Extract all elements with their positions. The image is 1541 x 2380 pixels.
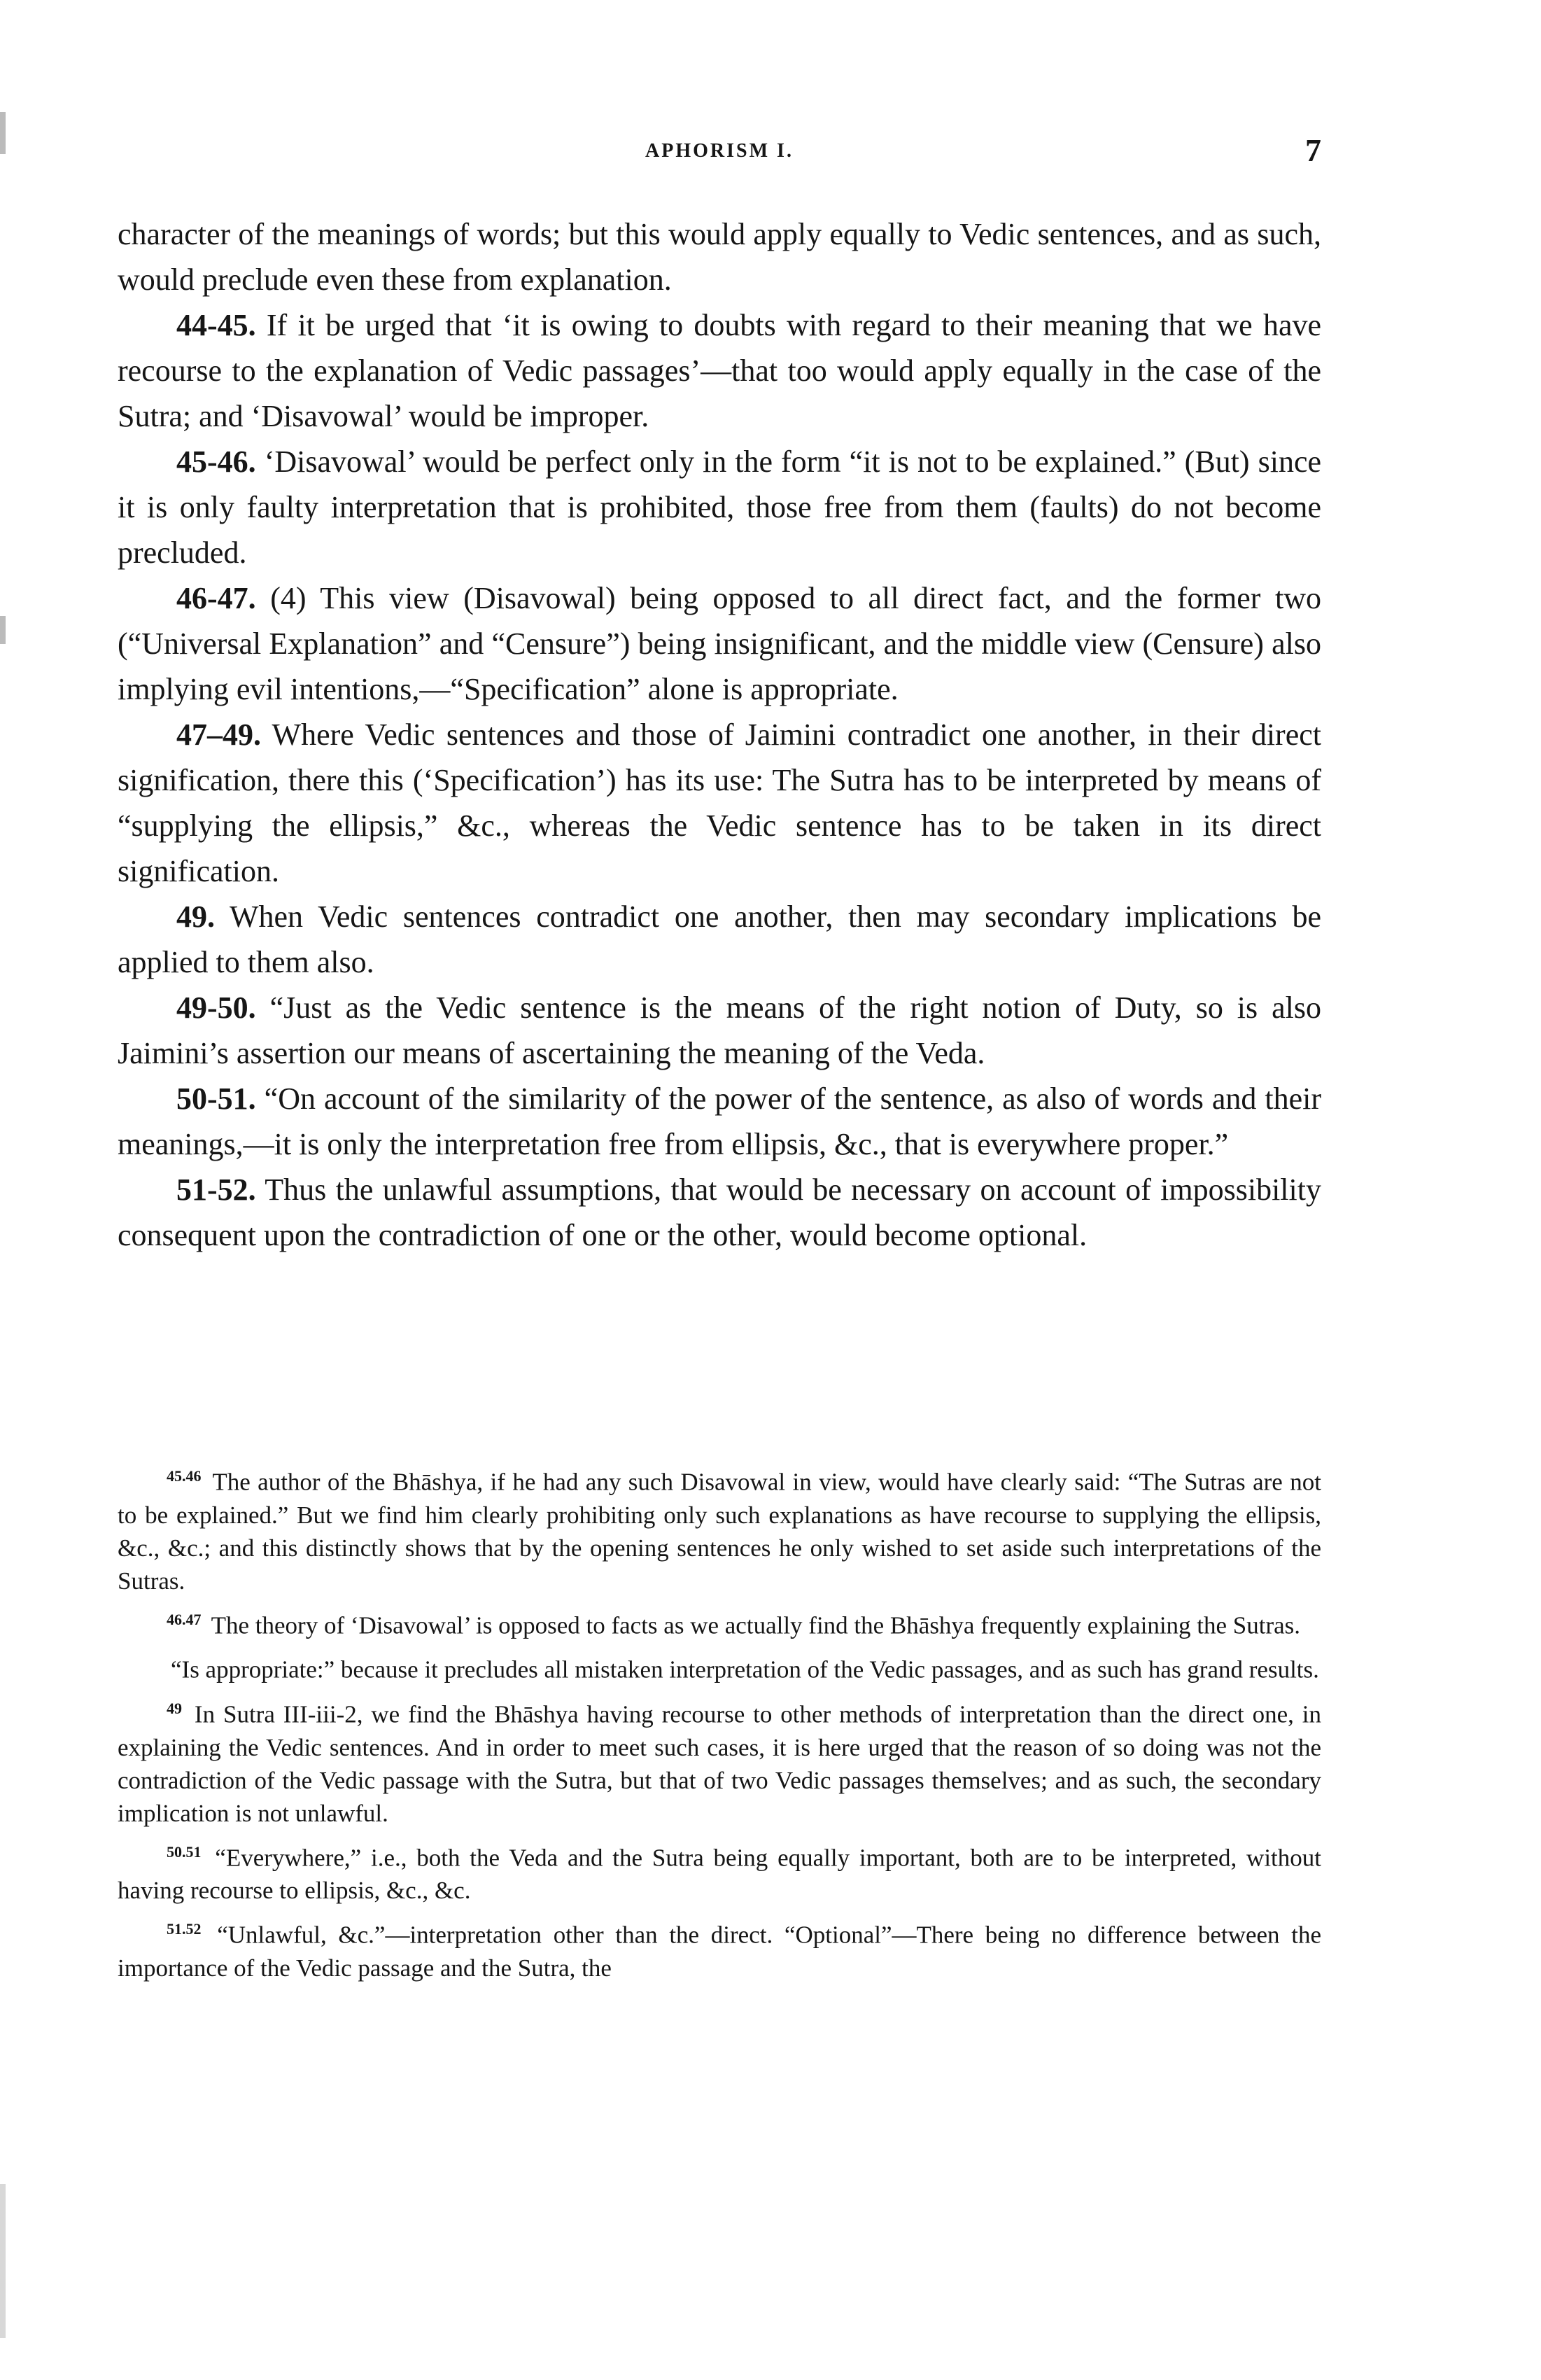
main-text <box>118 211 1321 1258</box>
running-head: APHORISM I. <box>645 140 794 162</box>
paragraph-text: character of the meanings of words; but this would apply equally to Vedic sentences, and as such, would preclude even these from explanation. <box>118 217 1321 297</box>
footnote-ref: 45.46 <box>167 1467 202 1485</box>
footnotes <box>118 1460 1321 1990</box>
footnote <box>118 1912 1321 1984</box>
paragraph-text: When Vedic sentences contradict one another, then may secondary implications be applied to them also. <box>118 899 1321 979</box>
paragraph-number: 44-45. <box>176 308 256 342</box>
paragraph-number: 51-52. <box>176 1172 256 1207</box>
paragraph-number: 46-47. <box>176 581 256 615</box>
scan-edge-mark <box>0 2184 6 2338</box>
footnote <box>118 1647 1321 1686</box>
paragraph <box>118 1076 1321 1167</box>
footnote <box>118 1692 1321 1830</box>
paragraph-number: 49. <box>176 899 215 934</box>
footnote <box>118 1835 1321 1907</box>
paragraph-number: 47–49. <box>176 718 261 752</box>
footnote <box>118 1603 1321 1642</box>
footnote-ref: 51.52 <box>167 1920 202 1938</box>
paragraph <box>118 439 1321 575</box>
paragraph <box>118 985 1321 1076</box>
paragraph-number: 50-51. <box>176 1082 256 1116</box>
paragraph-text: (4) This view (Disavowal) being opposed to all direct fact, and the former two (“Universal Explanation” and “Censure”) being insignificant, and the middle view (Censure) also implying evil intentions,—“Specification” alone is appropriate. <box>118 581 1322 706</box>
paragraph <box>118 302 1321 439</box>
paragraph-number: 49-50. <box>176 990 256 1025</box>
paragraph-text: Thus the unlawful assumptions, that would be necessary on account of impossibility consequent upon the contradiction of one or the other, would become optional. <box>118 1172 1321 1252</box>
paragraph <box>118 575 1321 712</box>
scan-edge-mark <box>0 112 6 154</box>
paragraph-text: “On account of the similarity of the power of the sentence, as also of words and their meanings,—it is only the interpretation free from ellipsis, &c., that is everywhere proper.” <box>118 1082 1322 1161</box>
footnote-text: “Everywhere,” i.e., both the Veda and the Sutra being equally important, both are to be interpreted, without having recourse to ellipsis, &c., &c. <box>118 1844 1321 1905</box>
paragraph-text: ‘Disavowal’ would be perfect only in the form “it is not to be explained.” (But) since it is only faulty interpretation that is prohibited, those free from them (faults) do not become precluded. <box>118 444 1321 570</box>
paragraph-text: Where Vedic sentences and those of Jaimini contradict one another, in their direct signification, there this (‘Specification’) has its use: The Sutra has to be interpreted by means of “supplying the ellipsis,” &c., whereas the Vedic sentence has to be taken in its direct signification. <box>118 718 1321 888</box>
footnote-text: The theory of ‘Disavowal’ is opposed to facts as we actually find the Bhāshya frequently explaining the Sutras. <box>211 1611 1301 1639</box>
footnote-text: The author of the Bhāshya, if he had any such Disavowal in view, would have clearly said: “The Sutras are not to be explained.” But we find him clearly prohibiting only such explanations as have recourse to supplying the ellipsis, &c., &c.; and this distinctly shows that by the opening sentences he only wished to set aside such interpretations of the Sutras. <box>118 1468 1321 1595</box>
paragraph-number: 45-46. <box>176 444 256 479</box>
paragraph <box>118 712 1321 894</box>
page-header <box>118 132 1321 182</box>
paragraph-text: “Just as the Vedic sentence is the means of the right notion of Duty, so is also Jaimini’s assertion our means of ascertaining the meaning of the Veda. <box>118 990 1321 1070</box>
paragraph <box>118 1167 1321 1258</box>
footnote-ref: 49 <box>167 1699 182 1717</box>
page-number: 7 <box>1305 132 1321 168</box>
footnote <box>118 1460 1321 1597</box>
footnote-ref: 46.47 <box>167 1610 202 1628</box>
paragraph <box>118 894 1321 985</box>
footnote-text: “Unlawful, &c.”—interpretation other than the direct. “Optional”—There being no difference between the importance of the Vedic passage and the Sutra, the <box>118 1921 1321 1982</box>
paragraph-text: If it be urged that ‘it is owing to doubts with regard to their meaning that we have recourse to the explanation of Vedic passages’—that too would apply equally in the case of the Sutra; and ‘Disavowal’ would be improper. <box>118 308 1322 433</box>
footnote-text: “Is appropriate:” because it precludes all mistaken interpretation of the Vedic passages, and as such has grand results. <box>171 1656 1319 1684</box>
scan-edge-mark <box>0 616 6 644</box>
footnote-ref: 50.51 <box>167 1842 202 1861</box>
paragraph <box>118 211 1321 302</box>
footnote-text: In Sutra III-iii-2, we find the Bhāshya having recourse to other methods of interpretation than the direct one, in explaining the Vedic sentences. And in order to meet such cases, it is here urged that the reason of so doing was not the contradiction of the Vedic passage with the Sutra, but that of two Vedic passages themselves; and as such, the secondary implication is not unlawful. <box>118 1700 1321 1827</box>
